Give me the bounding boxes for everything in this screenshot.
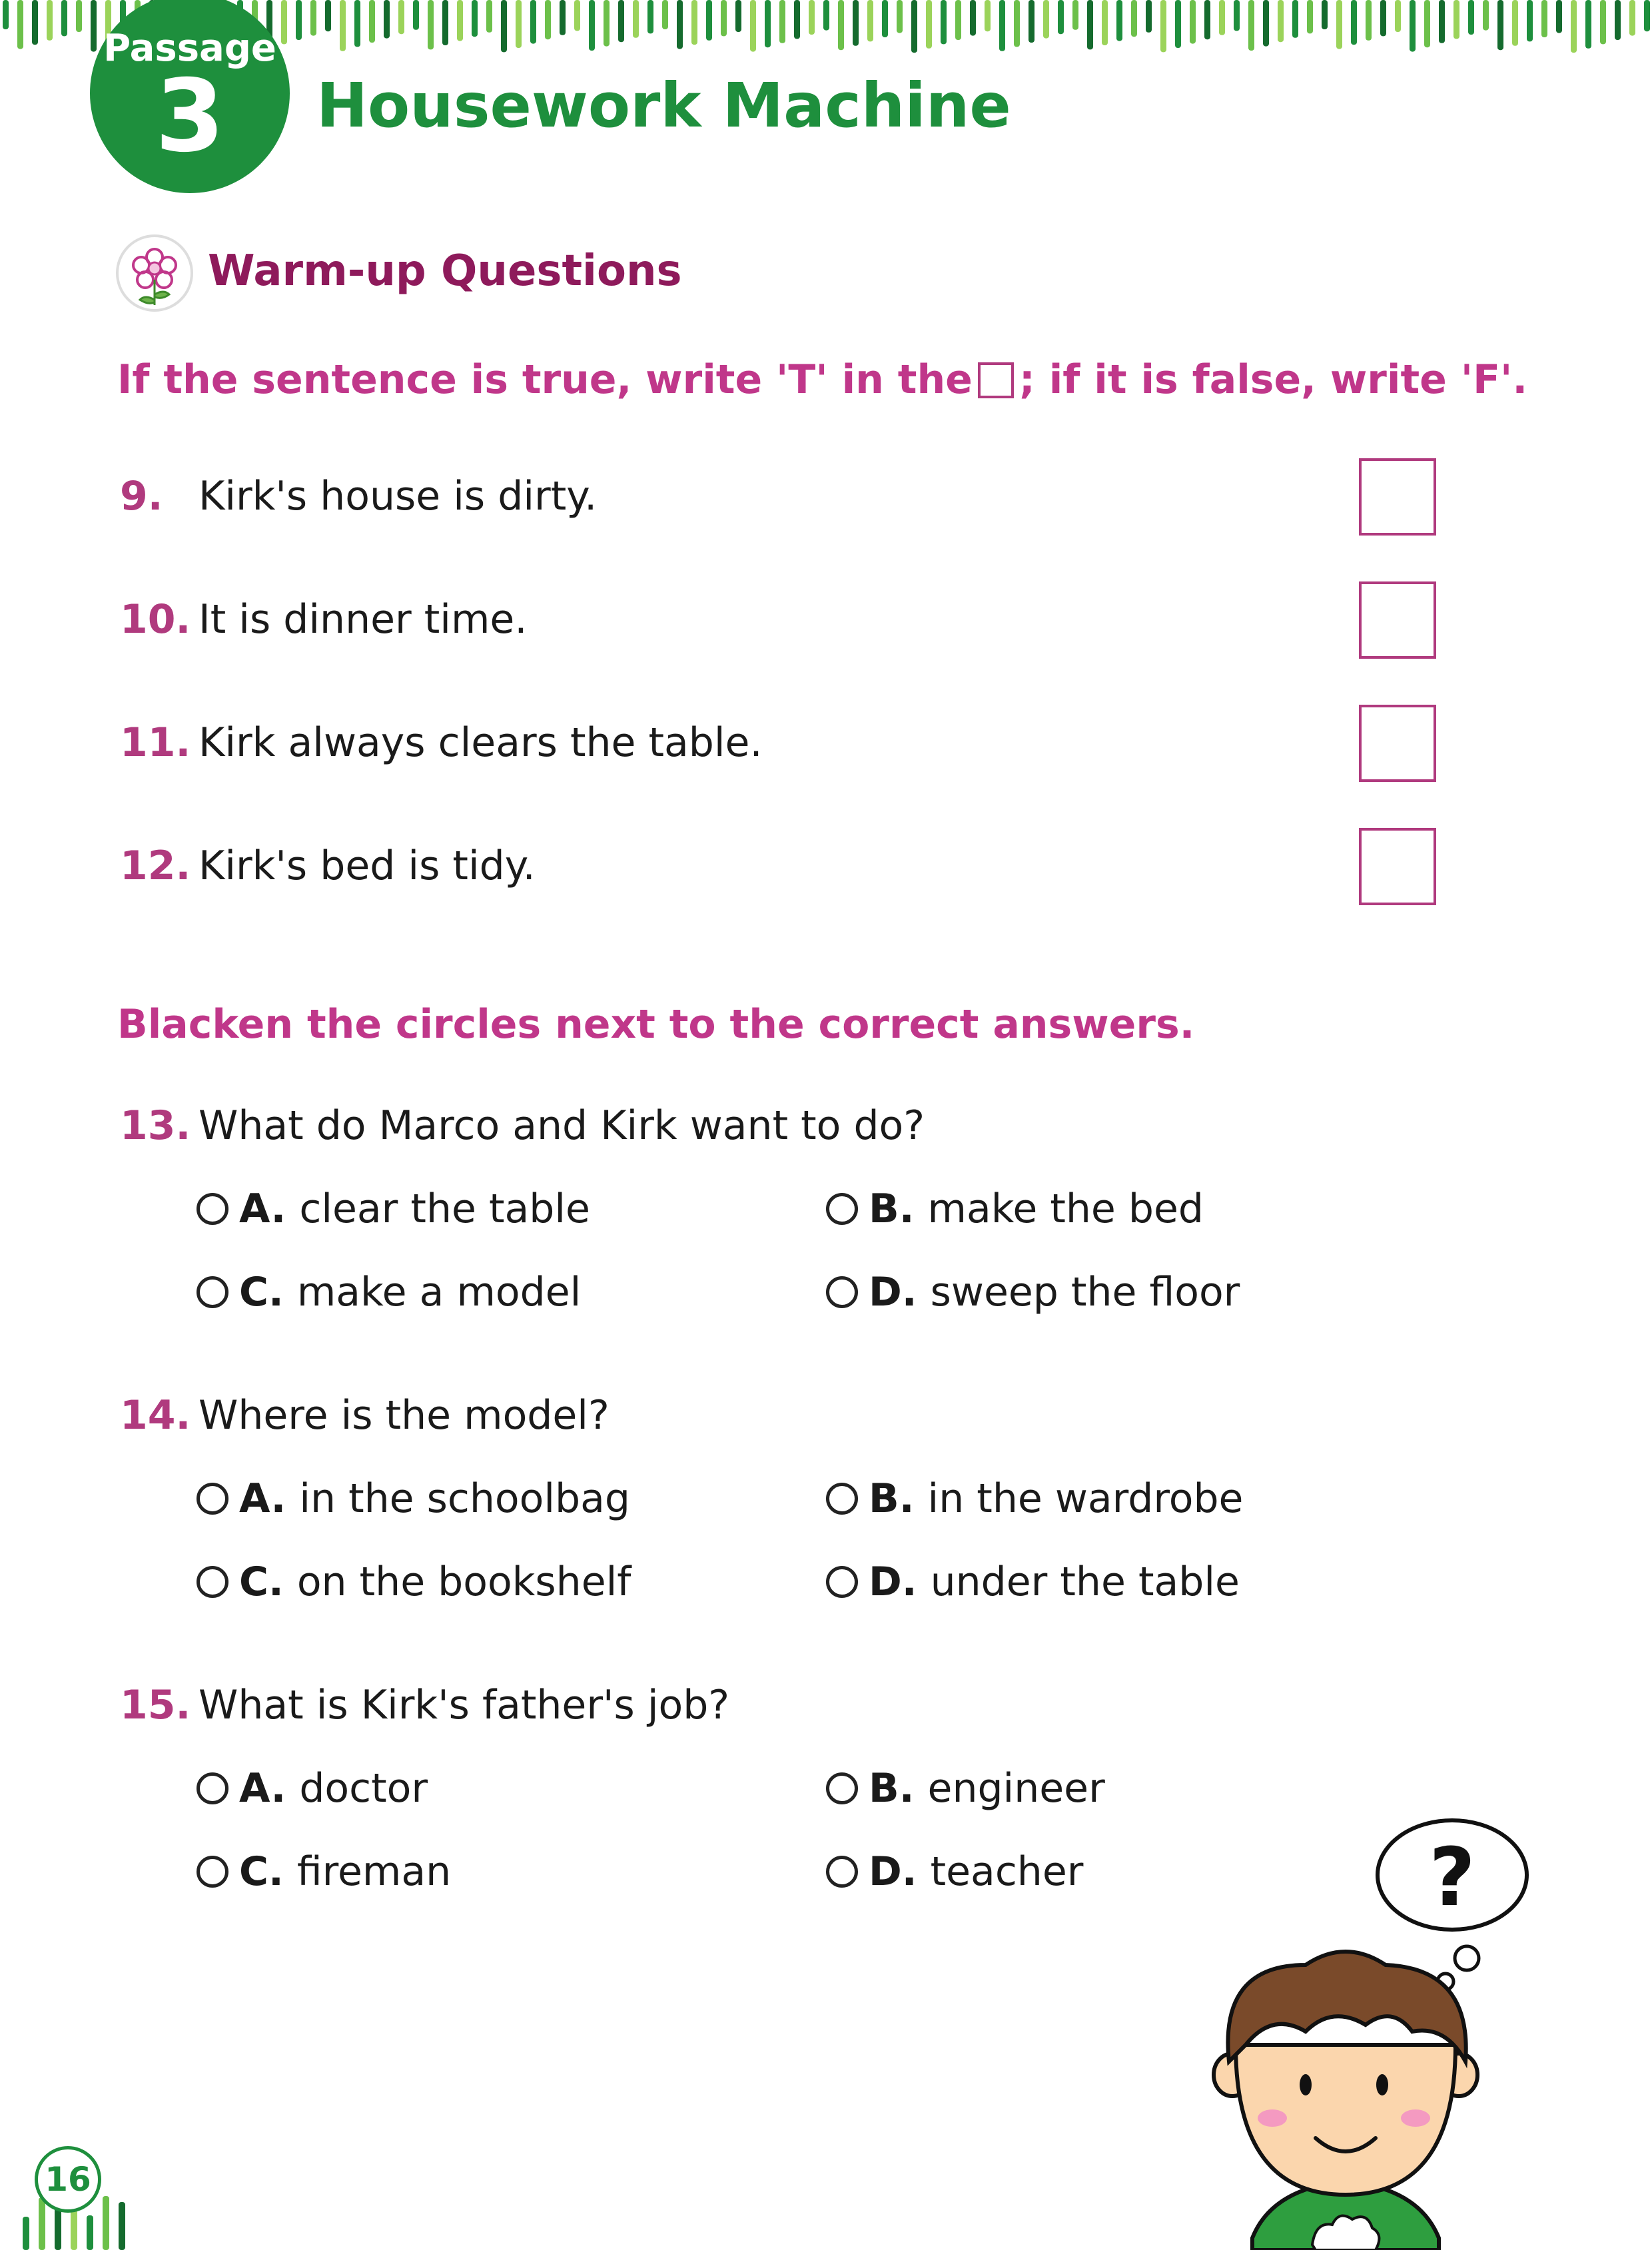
grass-blade xyxy=(1410,0,1416,52)
grass-blade xyxy=(1366,0,1372,41)
grass-blade xyxy=(823,0,829,31)
question-number: 11. xyxy=(120,719,191,766)
boy-cheek-right xyxy=(1401,2109,1430,2127)
grass-blade xyxy=(1102,0,1108,45)
grass-blade xyxy=(516,0,522,48)
option-letter: C. xyxy=(239,1269,284,1315)
grass-blade xyxy=(1322,0,1328,29)
answer-circle[interactable] xyxy=(826,1483,858,1515)
grass-blade xyxy=(882,0,888,37)
grass-blade xyxy=(604,0,610,47)
option-letter: A. xyxy=(239,1765,286,1812)
grass-blade xyxy=(486,0,492,33)
flower-icon xyxy=(115,233,195,313)
boy-eye-right xyxy=(1376,2074,1388,2095)
grass-blade xyxy=(1160,0,1166,52)
grass-blade xyxy=(442,0,448,45)
answer-box-9[interactable] xyxy=(1359,458,1436,536)
grass-blade xyxy=(1468,0,1474,35)
grass-blade xyxy=(1307,0,1313,33)
page-title: Housework Machine xyxy=(316,70,1011,141)
grass-blade xyxy=(1380,0,1386,36)
grass-blade xyxy=(76,0,82,32)
grass-blade xyxy=(472,0,478,37)
grass-blade xyxy=(735,0,741,32)
grass-blade xyxy=(955,0,961,40)
option-13b[interactable] xyxy=(826,1186,1204,1232)
tf-instruction-after: ; if it is false, write 'F'. xyxy=(1019,356,1528,403)
grass-blade xyxy=(1204,0,1210,39)
answer-box-10[interactable] xyxy=(1359,581,1436,659)
question-text: Kirk's house is dirty. xyxy=(199,473,598,520)
inline-answer-box xyxy=(978,362,1014,398)
grass-blade xyxy=(1556,0,1562,33)
grass-blade xyxy=(1629,0,1635,36)
grass-blade xyxy=(677,0,683,49)
grass-blade xyxy=(633,0,639,38)
option-text: sweep the floor xyxy=(930,1269,1240,1315)
answer-box-12[interactable] xyxy=(1359,828,1436,905)
grass-blade xyxy=(1439,0,1445,43)
answer-circle[interactable] xyxy=(197,1566,228,1598)
question-mark: ? xyxy=(1429,1832,1475,1924)
grass-blade xyxy=(1278,0,1284,42)
option-15d[interactable] xyxy=(826,1848,1083,1895)
grass-blade xyxy=(103,2196,109,2250)
grass-blade xyxy=(1512,0,1518,46)
grass-blade xyxy=(1248,0,1254,51)
grass-blade xyxy=(560,0,566,35)
page-number: 16 xyxy=(35,2146,101,2213)
grass-blade xyxy=(1453,0,1459,39)
answer-circle[interactable] xyxy=(197,1193,228,1225)
option-text: in the wardrobe xyxy=(927,1475,1244,1522)
grass-blade xyxy=(1029,0,1034,43)
question-text: Where is the model? xyxy=(199,1392,610,1439)
question-text: It is dinner time. xyxy=(199,596,528,643)
answer-circle[interactable] xyxy=(826,1772,858,1804)
grass-blade xyxy=(1116,0,1122,41)
grass-blade xyxy=(970,0,976,36)
mc-question-15 xyxy=(120,1682,729,1728)
grass-blade xyxy=(926,0,932,49)
boy-cheek-left xyxy=(1258,2109,1287,2127)
option-text: fireman xyxy=(296,1848,452,1895)
grass-blade xyxy=(501,0,507,52)
option-13d[interactable] xyxy=(826,1269,1240,1315)
grass-blade xyxy=(1190,0,1196,44)
grass-blade xyxy=(765,0,771,47)
grass-blade xyxy=(1527,0,1533,41)
question-number: 15. xyxy=(120,1682,191,1728)
grass-blade xyxy=(779,0,785,43)
grass-blade xyxy=(1615,0,1621,40)
grass-blade xyxy=(32,0,38,45)
tf-instruction-before: If the sentence is true, write 'T' in the xyxy=(117,356,973,403)
option-14b[interactable] xyxy=(826,1475,1243,1522)
option-text: clear the table xyxy=(299,1186,590,1232)
grass-blade xyxy=(911,0,917,53)
grass-blade xyxy=(457,0,463,41)
question-text: Kirk always clears the table. xyxy=(199,719,763,766)
grass-blade xyxy=(999,0,1005,51)
tf-instruction xyxy=(117,356,1527,403)
grass-blade xyxy=(838,0,844,50)
option-letter: A. xyxy=(239,1186,286,1232)
option-letter: D. xyxy=(869,1848,917,1895)
question-number: 14. xyxy=(120,1392,191,1439)
answer-circle[interactable] xyxy=(826,1193,858,1225)
grass-blade xyxy=(398,0,404,34)
grass-blade xyxy=(545,0,551,39)
question-text: What is Kirk's father's job? xyxy=(199,1682,730,1728)
answer-circle[interactable] xyxy=(197,1276,228,1308)
question-text: Kirk's bed is tidy. xyxy=(199,843,536,889)
grass-blade xyxy=(369,0,375,43)
option-letter: B. xyxy=(869,1475,915,1522)
grass-blade xyxy=(1483,0,1489,31)
grass-blade xyxy=(1263,0,1269,47)
grass-blade xyxy=(340,0,346,51)
grass-blade xyxy=(39,2197,45,2250)
tf-question-11 xyxy=(120,719,763,766)
grass-blade xyxy=(647,0,653,33)
option-text: teacher xyxy=(930,1848,1084,1895)
option-letter: D. xyxy=(869,1559,917,1605)
grass-blade xyxy=(574,0,580,31)
question-number: 9. xyxy=(120,473,163,520)
passage-number: 3 xyxy=(155,59,225,175)
answer-circle[interactable] xyxy=(826,1566,858,1598)
option-text: doctor xyxy=(299,1765,428,1812)
grass-blade xyxy=(3,0,9,29)
grass-blade xyxy=(1571,0,1577,53)
thought-dot-large xyxy=(1455,1946,1479,1970)
passage-label: Passage xyxy=(103,27,276,70)
grass-blade xyxy=(853,0,859,46)
tf-question-10 xyxy=(120,596,527,643)
grass-blade xyxy=(325,0,331,31)
grass-blade xyxy=(589,0,595,51)
option-13a[interactable] xyxy=(197,1186,590,1232)
grass-blade xyxy=(1541,0,1547,37)
grass-blade xyxy=(1175,0,1181,48)
grass-blade xyxy=(750,0,756,52)
option-letter: A. xyxy=(239,1475,286,1522)
boy-eye-left xyxy=(1300,2074,1312,2095)
grass-blade xyxy=(1585,0,1591,49)
question-number: 13. xyxy=(120,1102,191,1149)
grass-blade xyxy=(310,0,316,36)
grass-blade xyxy=(1600,0,1606,44)
grass-blade xyxy=(794,0,800,39)
grass-blade xyxy=(384,0,390,39)
grass-blade xyxy=(1234,0,1240,31)
option-letter: D. xyxy=(869,1269,917,1315)
option-letter: C. xyxy=(239,1848,284,1895)
grass-blade xyxy=(1497,0,1503,50)
grass-blade xyxy=(941,0,947,44)
grass-blade xyxy=(1146,0,1152,33)
grass-blade xyxy=(662,0,668,29)
tf-question-12 xyxy=(120,843,536,889)
option-letter: B. xyxy=(869,1765,915,1812)
option-14d[interactable] xyxy=(826,1559,1240,1605)
grass-blade xyxy=(1072,0,1078,30)
grass-blade xyxy=(618,0,624,42)
grass-blade xyxy=(1014,0,1020,47)
grass-blade xyxy=(1424,0,1430,47)
option-text: engineer xyxy=(927,1765,1105,1812)
grass-blade xyxy=(721,0,727,36)
question-text: What do Marco and Kirk want to do? xyxy=(199,1102,925,1149)
option-letter: B. xyxy=(869,1186,915,1232)
option-letter: C. xyxy=(239,1559,284,1605)
grass-blade xyxy=(530,0,536,44)
grass-blade xyxy=(706,0,712,41)
grass-blade xyxy=(354,0,360,47)
grass-blade xyxy=(1644,0,1650,31)
grass-blade xyxy=(1131,0,1137,37)
grass-blade xyxy=(1351,0,1357,45)
option-text: in the schoolbag xyxy=(299,1475,630,1522)
grass-blade xyxy=(809,0,815,35)
answer-circle[interactable] xyxy=(826,1276,858,1308)
thinking-boy-icon xyxy=(1172,1812,1545,2250)
option-text: under the table xyxy=(930,1559,1240,1605)
grass-blade xyxy=(1219,0,1225,35)
grass-blade xyxy=(691,0,697,45)
answer-circle[interactable] xyxy=(826,1856,858,1888)
grass-blade xyxy=(17,0,23,49)
grass-blade xyxy=(61,0,67,36)
answer-circle[interactable] xyxy=(197,1772,228,1804)
mc-question-14 xyxy=(120,1392,610,1439)
option-15c[interactable] xyxy=(197,1848,451,1895)
grass-blade xyxy=(1292,0,1298,38)
grass-blade xyxy=(296,0,302,40)
grass-blade xyxy=(71,2209,77,2250)
question-number: 12. xyxy=(120,843,191,889)
question-number: 10. xyxy=(120,596,191,643)
grass-blade xyxy=(1087,0,1093,49)
tf-question-9 xyxy=(120,473,597,520)
grass-blade xyxy=(985,0,991,31)
grass-blade xyxy=(47,0,53,41)
grass-blade xyxy=(897,0,903,33)
grass-blade xyxy=(1043,0,1049,39)
warmup-title: Warm-up Questions xyxy=(208,246,682,296)
grass-blade xyxy=(1336,0,1342,49)
grass-blade xyxy=(1058,0,1064,34)
grass-blade xyxy=(87,2215,93,2250)
option-text: make a model xyxy=(296,1269,582,1315)
option-13c[interactable] xyxy=(197,1269,581,1315)
grass-blade xyxy=(428,0,434,49)
grass-blade xyxy=(867,0,873,41)
mc-instruction: Blacken the circles next to the correct answers. xyxy=(117,1001,1195,1048)
grass-blade xyxy=(119,2202,125,2250)
option-text: make the bed xyxy=(927,1186,1204,1232)
mc-question-13 xyxy=(120,1102,925,1149)
answer-circle[interactable] xyxy=(197,1483,228,1515)
option-15a[interactable] xyxy=(197,1765,428,1812)
answer-circle[interactable] xyxy=(197,1856,228,1888)
option-15b[interactable] xyxy=(826,1765,1105,1812)
option-14a[interactable] xyxy=(197,1475,630,1522)
grass-blade xyxy=(1395,0,1401,32)
grass-blade xyxy=(23,2217,29,2250)
option-text: on the bookshelf xyxy=(296,1559,631,1605)
grass-blade xyxy=(413,0,419,30)
option-14c[interactable] xyxy=(197,1559,631,1605)
answer-box-11[interactable] xyxy=(1359,705,1436,782)
